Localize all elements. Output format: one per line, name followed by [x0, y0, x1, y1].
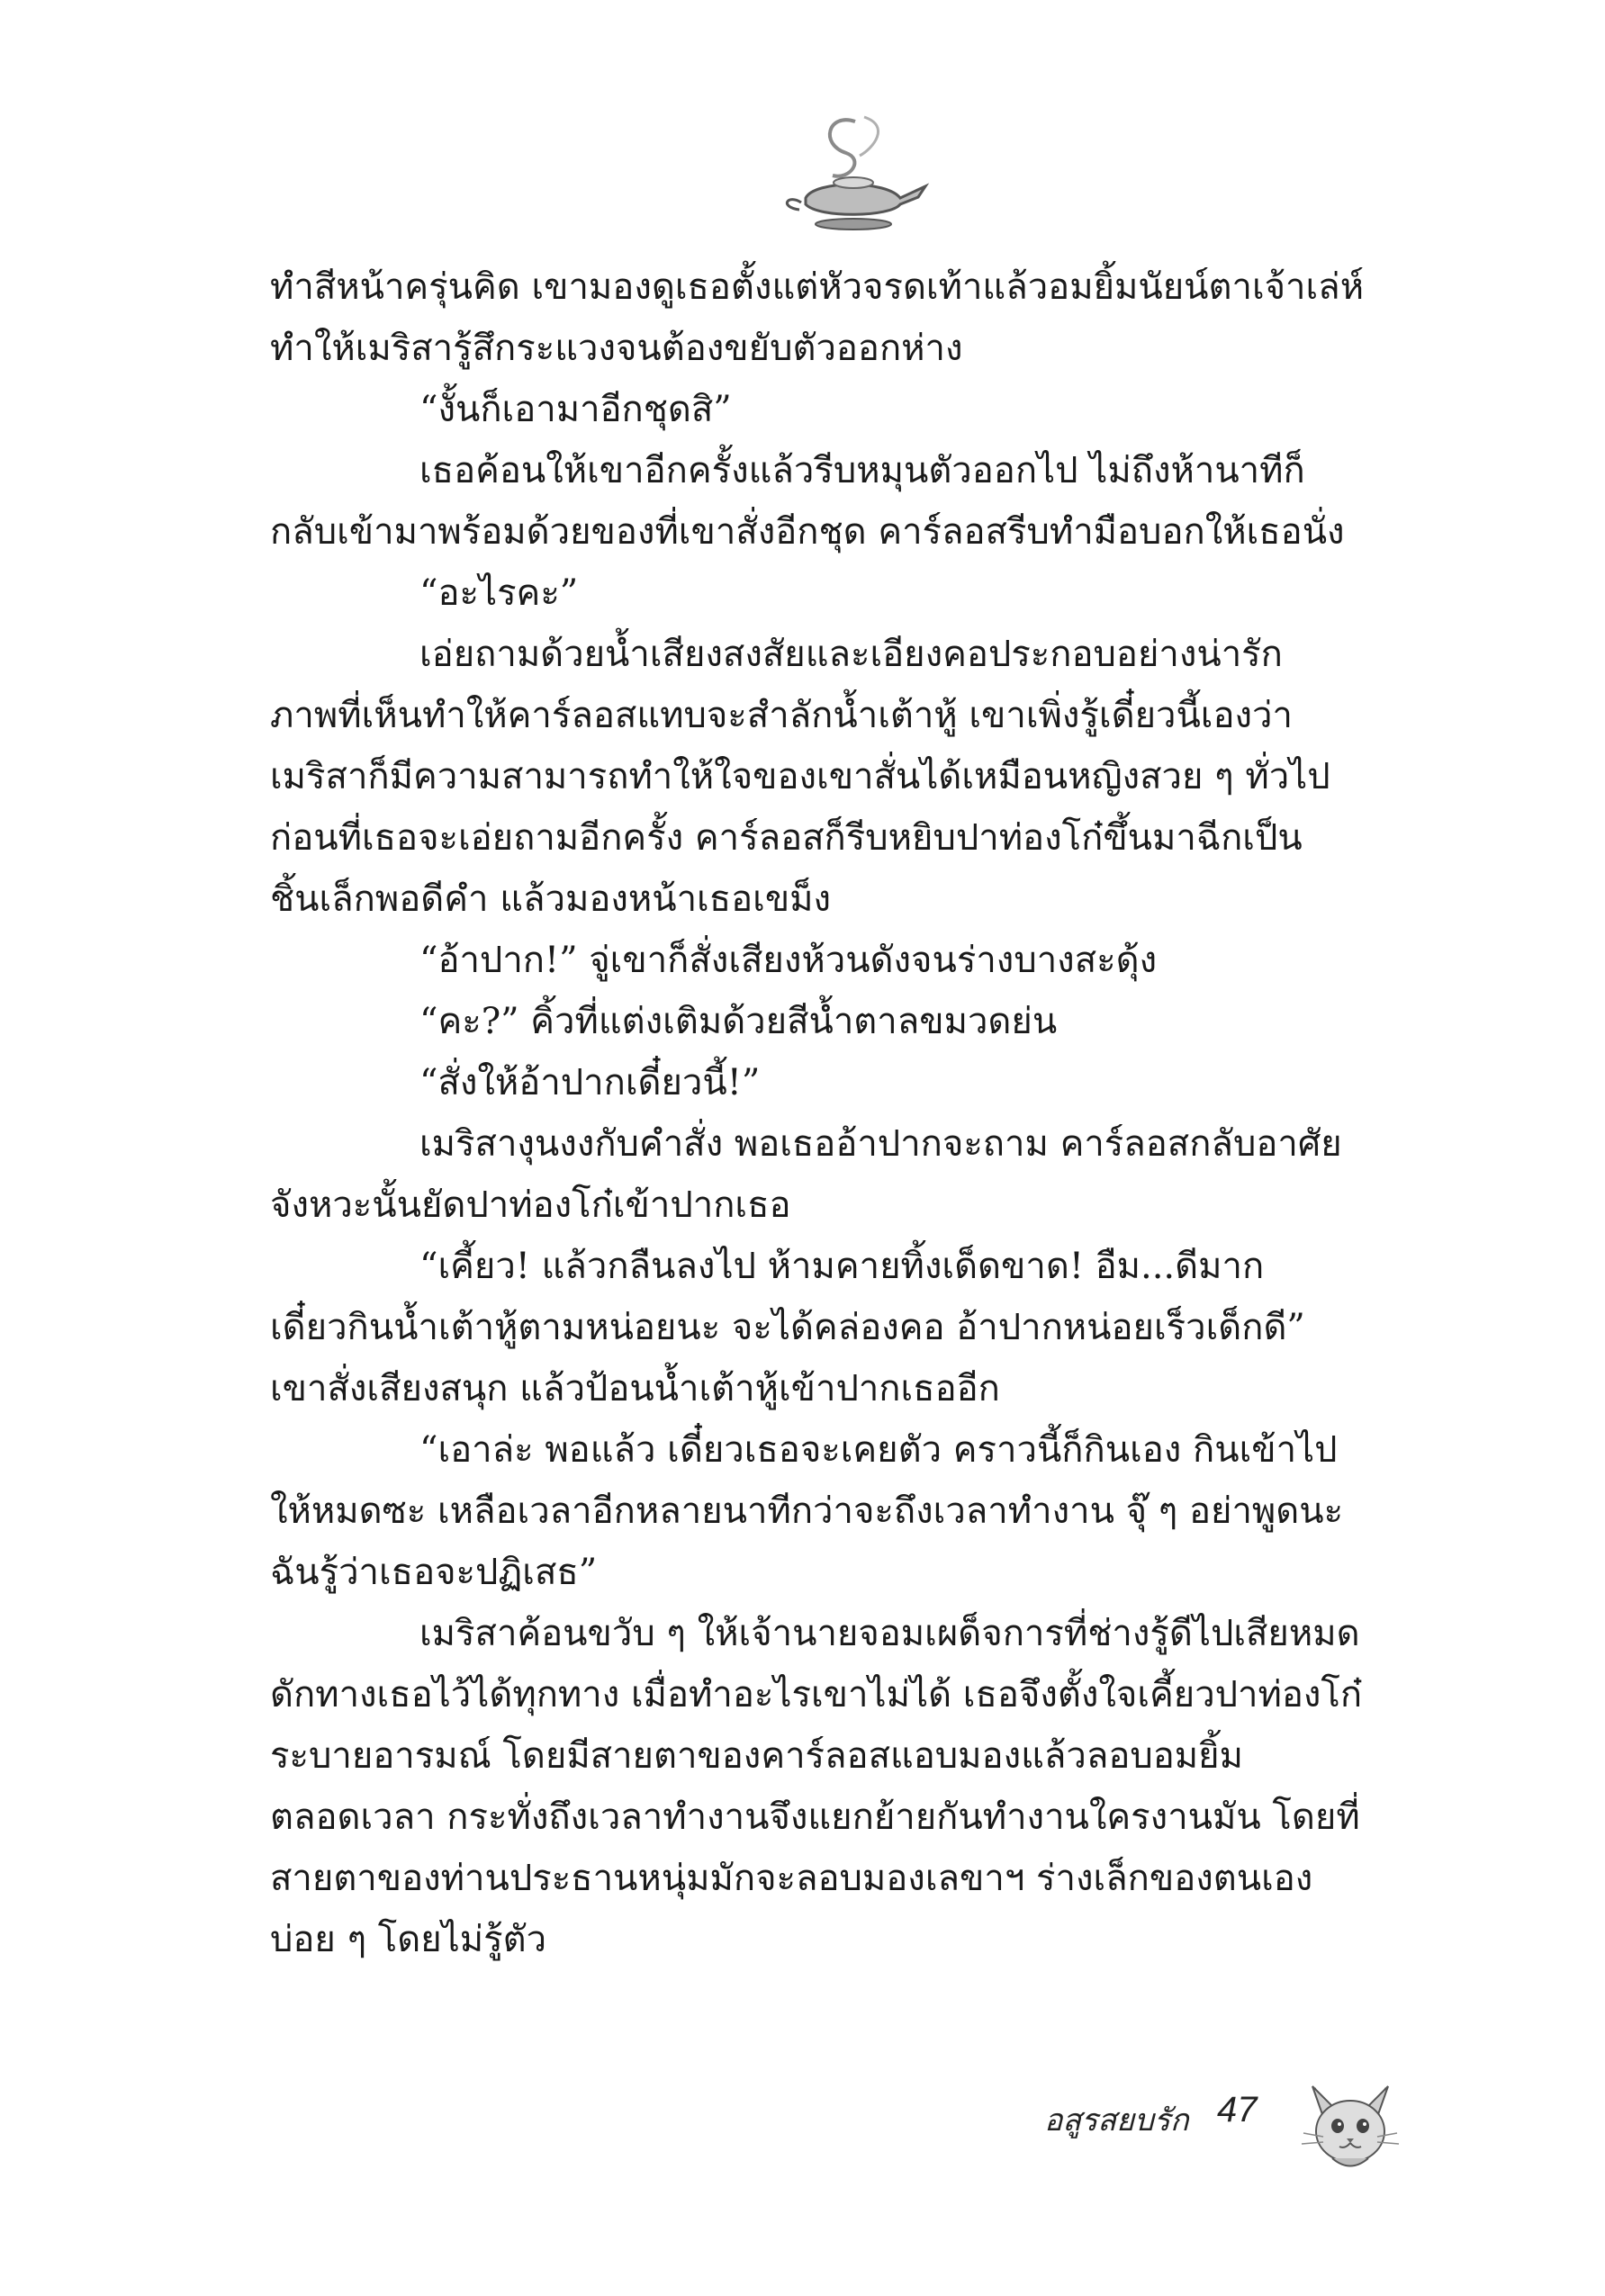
text-line: ตลอดเวลา กระทั่งถึงเวลาทำงานจึงแยกย้ายกันทำงานใครงานมัน โดยที่ [270, 1796, 1360, 1838]
text-line: ภาพที่เห็นทำให้คาร์ลอสแทบจะสำลักน้ำเต้าหู้ เขาเพิ่งรู้เดี๋ยวนี้เองว่า [270, 695, 1293, 736]
text-line: เธอค้อนให้เขาอีกครั้งแล้วรีบหมุนตัวออกไป ไม่ถึงห้านาทีก็ [419, 450, 1305, 491]
page-number: 47 [1217, 2090, 1258, 2129]
text-line: ให้หมดซะ เหลือเวลาอีกหลายนาทีกว่าจะถึงเวลาทำงาน จุ๊ ๆ อย่าพูดนะ [270, 1490, 1344, 1532]
text-line: เดี๋ยวกินน้ำเต้าหู้ตามหน่อยนะ จะได้คล่องคอ อ้าปากหน่อยเร็วเด็กดี” [270, 1307, 1305, 1348]
text-line: “เคี้ยว! แล้วกลืนลงไป ห้ามคายทิ้งเด็ดขาด! อืม...ดีมาก [419, 1246, 1265, 1287]
text-line: ฉันรู้ว่าเธอจะปฏิเสธ” [270, 1552, 598, 1593]
text-line: “เอาล่ะ พอแล้ว เดี๋ยวเธอจะเคยตัว คราวนี้ก็กินเอง กินเข้าไป [419, 1429, 1338, 1471]
page-footer [0, 2070, 1605, 2178]
text-line: ทำให้เมริสารู้สึกระแวงจนต้องขยับตัวออกห่าง [270, 328, 963, 369]
text-line: “สั่งให้อ้าปากเดี๋ยวนี้!” [419, 1062, 761, 1103]
text-line: เมริสาก็มีความสามารถทำให้ใจของเขาสั่นได้เหมือนหญิงสวย ๆ ทั่วไป [270, 756, 1330, 797]
text-line: เมริสาค้อนขวับ ๆ ให้เจ้านายจอมเผด็จการที่ช่างรู้ดีไปเสียหมด [419, 1613, 1360, 1654]
text-line: สายตาของท่านประธานหนุ่มมักจะลอบมองเลขาฯ ร่างเล็กของตนเอง [270, 1858, 1313, 1899]
text-line: ทำสีหน้าครุ่นคิด เขามองดูเธอตั้งแต่หัวจรดเท้าแล้วอมยิ้มนัยน์ตาเจ้าเล่ห์ [270, 266, 1365, 308]
text-line: เอ่ยถามด้วยน้ำเสียงสงสัยและเอียงคอประกอบอย่างน่ารัก [419, 634, 1283, 675]
text-line: บ่อย ๆ โดยไม่รู้ตัว [270, 1919, 547, 1960]
text-line: จังหวะนั้นยัดปาท่องโก๋เข้าปากเธอ [270, 1184, 791, 1226]
text-line: ก่อนที่เธอจะเอ่ยถามอีกครั้ง คาร์ลอสก็รีบหยิบปาท่องโก๋ขึ้นมาฉีกเป็น [270, 817, 1303, 859]
genie-lamp-icon [765, 104, 936, 239]
text-line: ดักทางเธอไว้ได้ทุกทาง เมื่อทำอะไรเขาไม่ได้ เธอจึงตั้งใจเคี้ยวปาท่องโก๋ [270, 1674, 1363, 1715]
text-line: “อ้าปาก!” จู่เขาก็สั่งเสียงห้วนดังจนร่างบางสะดุ้ง [419, 940, 1158, 981]
text-line: เมริสางุนงงกับคำสั่ง พอเธออ้าปากจะถาม คาร์ลอสกลับอาศัย [419, 1123, 1342, 1165]
text-line: “งั้นก็เอามาอีกชุดสิ” [419, 389, 732, 430]
text-line: เขาสั่งเสียงสนุก แล้วป้อนน้ำเต้าหู้เข้าปากเธออีก [270, 1368, 1000, 1409]
text-line: กลับเข้ามาพร้อมด้วยของที่เขาสั่งอีกชุด คาร์ลอสรีบทำมือบอกให้เธอนั่ง [270, 511, 1345, 553]
text-line: ระบายอารมณ์ โดยมีสายตาของคาร์ลอสแอบมองแล้วลอบอมยิ้ม [270, 1735, 1243, 1777]
text-line: “อะไรคะ” [419, 572, 579, 614]
text-line: ชิ้นเล็กพอดีคำ แล้วมองหน้าเธอเขม็ง [270, 878, 832, 920]
cat-face-icon [1296, 2061, 1404, 2178]
body-text [270, 257, 1386, 1970]
book-title: อสูรสยบรัก [1044, 2102, 1189, 2138]
text-line: “คะ?” คิ้วที่แต่งเติมด้วยสีน้ำตาลขมวดย่น [419, 1001, 1058, 1042]
